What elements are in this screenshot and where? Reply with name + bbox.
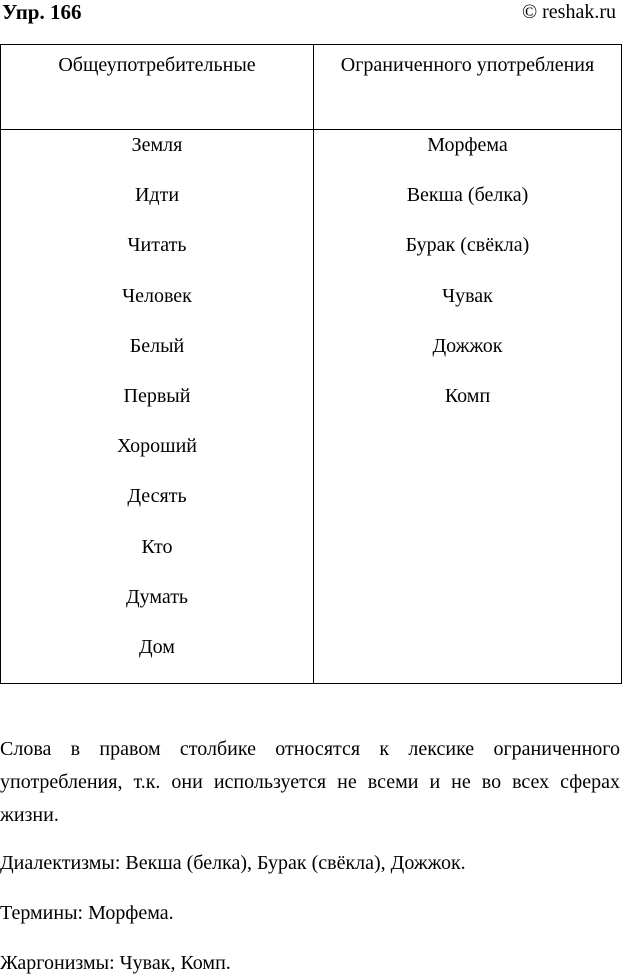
- exercise-title: Упр. 166: [2, 0, 82, 24]
- word-cell: Дом: [139, 635, 175, 658]
- word-cell: Первый: [123, 384, 191, 407]
- word-cell: Человек: [122, 284, 192, 307]
- word-cell: Хороший: [117, 435, 197, 458]
- header-limited-use: Ограниченного употребления: [340, 54, 595, 76]
- word-cell: Читать: [127, 234, 187, 257]
- word-cell: Морфема: [427, 134, 508, 156]
- word-cell: Десять: [127, 485, 187, 508]
- explanation-paragraph: Слова в правом столбике относятся к лексике ограниченного употребления, т.к. они используется не всеми и не во всех сферах жизни.: [0, 738, 620, 826]
- header-common-use: Общеупотребительные: [58, 54, 256, 76]
- word-cell: Земля: [131, 134, 183, 156]
- word-cell: Идти: [134, 184, 180, 207]
- word-cell: Кто: [141, 535, 173, 558]
- jargon-line: Жаргонизмы: Чувак, Комп.: [0, 952, 231, 974]
- common-use-column: [1, 133, 313, 685]
- word-cell: Дожжок: [432, 334, 503, 357]
- word-cell: Белый: [129, 334, 185, 357]
- word-cell: Думать: [125, 585, 189, 608]
- word-cell: Чувак: [442, 284, 493, 307]
- vocabulary-table: [0, 44, 622, 684]
- header-divider: [1, 129, 621, 130]
- site-credit: © reshak.ru: [521, 1, 616, 23]
- terms-line: Термины: Морфема.: [0, 902, 174, 924]
- word-cell: Векша (белка): [406, 184, 529, 207]
- word-cell: Бурак (свёкла): [405, 234, 530, 257]
- limited-use-column: [314, 133, 621, 434]
- dialectisms-line: Диалектизмы: Векша (белка), Бурак (свёкла), Дожжок.: [0, 852, 466, 874]
- word-cell: Комп: [444, 384, 491, 407]
